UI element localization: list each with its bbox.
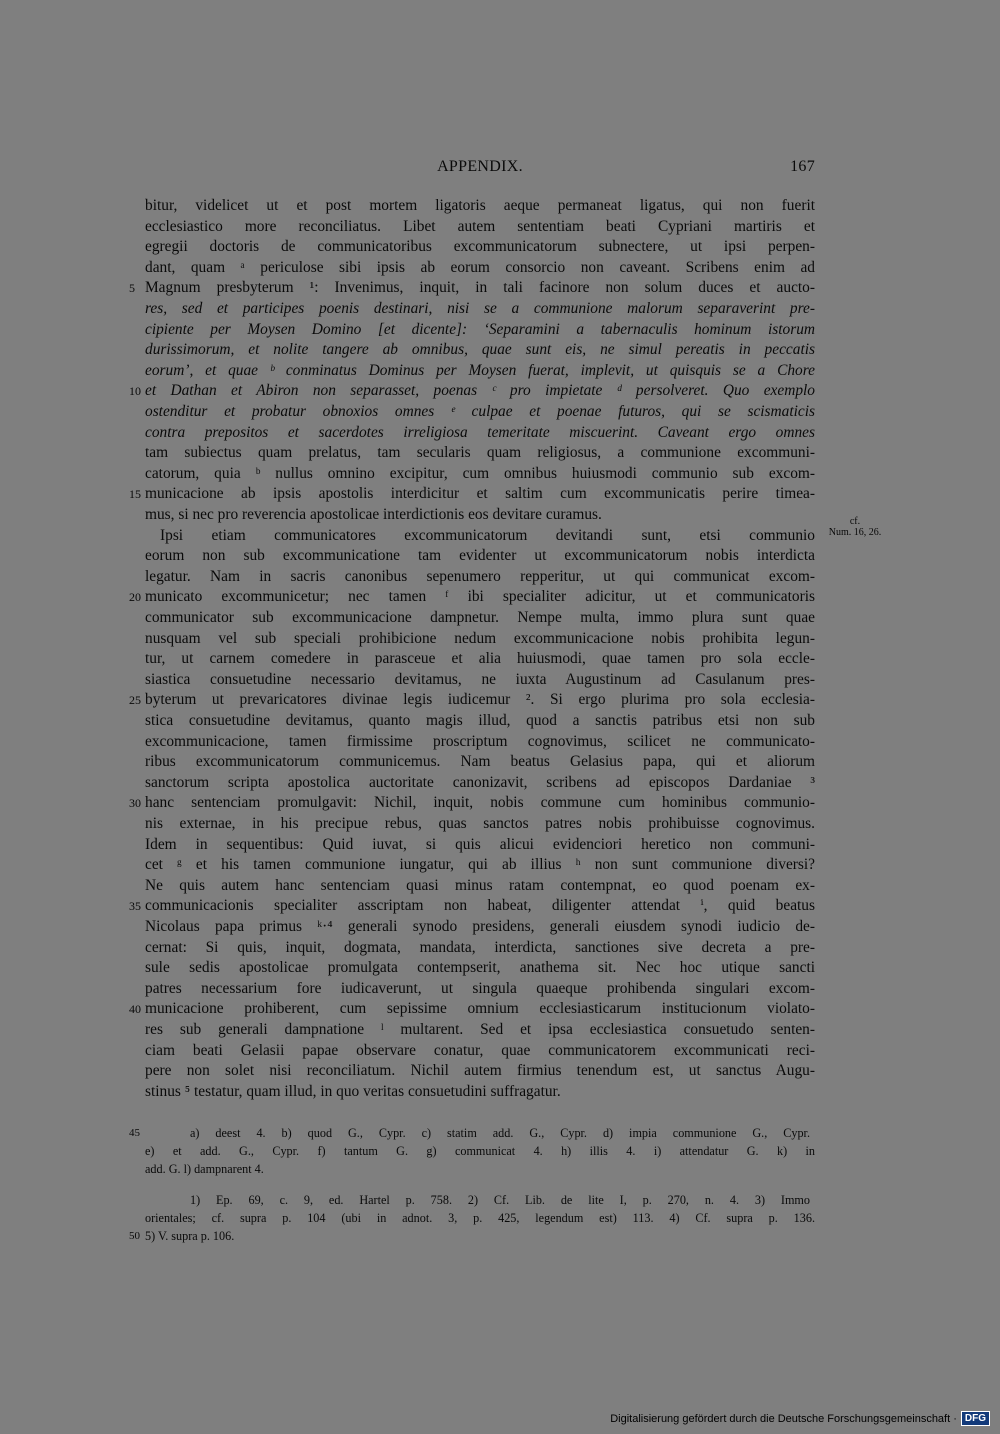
line-number: 5 <box>129 281 135 296</box>
text-line: municacione prohiberent, cum sepissime omnium ecclesiasticarum institucionum violato- <box>145 1000 815 1018</box>
text-line: tur, ut carnem comedere in parasceue et alia huiusmodi, quae tamen pro sola eccle- <box>145 650 815 668</box>
line-number: 20 <box>129 590 141 605</box>
text-line: nis externae, in his precipue rebus, quas sanctos patres nobis prohibuisse cognovimus. <box>145 815 815 832</box>
running-header <box>145 158 815 182</box>
text-line: legatur. Nam in sacris canonibus sepenumero repperitur, ut qui communicat excom- <box>145 567 815 585</box>
text-line: Idem in sequentibus: Quid iuvat, si quis alicui evidenciori heretico non communi- <box>145 835 815 853</box>
text-line: ostenditur et probatur obnoxios omnes ᵉ culpae et poenae futuros, qui se scismaticis <box>145 403 815 420</box>
text-line: cernat: Si quis, inquit, dogmata, mandata, interdicta, sanctiones sive decreta a pre- <box>145 938 815 956</box>
footer-text: Digitalisierung gefördert durch die Deutsche Forschungsgemeinschaft · <box>610 1412 957 1425</box>
text-line: hanc sentenciam promulgavit: Nichil, inquit, nobis commune cum hominibus communio- <box>145 794 815 812</box>
line-number: 15 <box>129 487 141 502</box>
page-number: 167 <box>790 158 815 175</box>
margin-note <box>820 516 890 538</box>
text-line: egregii doctoris de communicatoribus excommunicatorum subnectere, ut ipsi perpen- <box>145 238 815 256</box>
text-line: municacione ab ipsis apostolis interdicitur et saltim cum excommunicatis perire timea- <box>145 485 815 503</box>
text-line: bitur, videlicet ut et post mortem ligatoris aeque permaneat ligatus, qui non fuerit <box>145 197 815 214</box>
text-line: cet ᵍ et his tamen communione iungatur, qui ab illius ʰ non sunt communione diversi? <box>145 856 815 874</box>
text-line: res, sed et participes poenis destinari, nisi se a communione malorum separaverint pre- <box>145 300 815 317</box>
text-line: Ne quis autem hanc sentenciam quasi minus ratam contempnat, eo quod poenam ex- <box>145 876 815 894</box>
text-line: mus, si nec pro reverencia apostolicae interdictionis eos devitare curamus. <box>145 506 602 523</box>
text-line: sanctorum scripta apostolica auctoritate canonizavit, scribens ad episcopos Dardaniae ³ <box>145 773 815 791</box>
text-line: Ipsi etiam communicatores excommunicatorum devitandi sunt, etsi communio <box>160 526 815 544</box>
running-title: APPENDIX. <box>437 158 523 175</box>
text-line: ecclesiastico more reconciliatus. Libet autem sententiam beati Cypriani martiris et <box>145 217 815 235</box>
text-line: byterum ut prevaricatores divinae legis iudicemur ². Si ergo plurima pro sola ecclesia- <box>145 691 815 709</box>
text-line: cipiente per Moysen Domino [et dicente]: ‘Separamini a tabernaculis hominum istorum <box>145 320 815 338</box>
line-number: 25 <box>129 693 141 708</box>
line-number: 35 <box>129 899 141 914</box>
text-line: stica consuetudine devitamus, quanto magis illud, quod a sanctis patribus etsi non sub <box>145 712 815 729</box>
variant-note-line: add. G. l) dampnarent 4. <box>145 1162 264 1176</box>
text-line: dant, quam ᵃ periculose sibi ipsis ab eorum consorcio non caveant. Scribens enim ad <box>145 258 815 276</box>
text-line: res sub generali dampnatione ˡ multarent. Sed et ipsa ecclesiastica consuetudo senten- <box>145 1021 815 1038</box>
text-line: pere non solet nisi reconciliatum. Nichil autem firmius tenendum est, ut sanctus Augu- <box>145 1062 815 1080</box>
text-line: municato excommunicetur; nec tamen ᶠ ibi specialiter adicitur, ut et communicatoris <box>145 588 815 606</box>
source-note-line: 1) Ep. 69, c. 9, ed. Hartel p. 758. 2) Cf. Lib. de lite I, p. 270, n. 4. 3) Immo <box>190 1193 810 1207</box>
margin-note-ref: Num. 16, 26. <box>828 527 882 538</box>
line-number: 40 <box>129 1002 141 1017</box>
text-line: sule sedis apostolicae promulgata contempserit, anathema sit. Nec hoc utique sancti <box>145 959 815 977</box>
variant-note-line: e) et add. G., Cypr. f) tantum G. g) communicat 4. h) illis 4. i) attendatur G. k) in <box>145 1144 815 1158</box>
source-note-line: 5) V. supra p. 106. <box>145 1229 235 1243</box>
text-line: excommunicacione, tamen firmissime proscriptum cognovimus, scilicet ne communicato- <box>145 732 815 750</box>
text-line: eorum non sub excommunicatione tam evidenter ut excommunicatorum nobis interdicta <box>145 547 815 565</box>
text-line: communicacionis specialiter asscriptam non habeat, diligenter attendat ⁱ, quid beatus <box>145 897 815 915</box>
text-line: tam subiectus quam prelatus, tam secularis quam religiosus, a communione excommuni- <box>145 444 815 462</box>
text-line: contra prepositos et sacerdotes irreligiosa temeritate miscuerint. Caveant ergo omnes <box>145 423 815 441</box>
text-line: communicator sub excommunicacione dampnetur. Nempe multa, immo plura sunt quae <box>145 609 815 626</box>
line-number: 30 <box>129 796 141 811</box>
line-number: 10 <box>129 384 141 399</box>
line-number: 50 <box>129 1230 140 1242</box>
text-line: catorum, quia ᵇ nullus omnino excipitur, cum omnibus huiusmodi communio sub excom- <box>145 464 815 482</box>
text-line: ciam beati Gelasii papae observare conatur, quae communicatorem excommunicati reci- <box>145 1041 815 1059</box>
text-line: stinus ⁵ testatur, quam illud, in quo veritas consuetudini suffragatur. <box>145 1082 561 1100</box>
text-line: Magnum presbyterum ¹: Invenimus, inquit, in tali facinore non solum duces et aucto- <box>145 279 815 297</box>
text-line: nusquam vel sub speciali prohibicione nedum excommunicacione nobis prohibita legun- <box>145 629 815 647</box>
text-line: et Dathan et Abiron non separasset, poenas ᶜ pro impietate ᵈ persolveret. Quo exemplo <box>145 382 815 400</box>
line-number: 45 <box>129 1127 140 1139</box>
text-line: eorum’, et quae ᵇ conminatus Dominus per Moysen fuerat, implevit, ut quisquis se a Chore <box>145 361 815 379</box>
margin-note-cf: cf. <box>849 516 861 527</box>
variant-note-line: a) deest 4. b) quod G., Cypr. c) statim add. G., Cypr. d) impia communione G., Cypr. <box>190 1126 810 1140</box>
text-line: patres necessarium fore iudicaverunt, ut singula quaeque prohibenda singulari excom- <box>145 979 815 997</box>
text-line: durissimorum, et nolite tangere ab omnibus, quae sunt eis, ne simul pereatis in peccatis <box>145 341 815 359</box>
text-line: ribus excommunicatorum communicemus. Nam beatus Gelasius papa, qui et aliorum <box>145 753 815 771</box>
dfg-logo-icon: DFG <box>961 1411 990 1426</box>
digitization-footer <box>610 1411 990 1426</box>
text-line: Nicolaus papa primus ᵏ·⁴ generali synodo presidens, generali eiusdem synodi iudicio de- <box>145 918 815 935</box>
text-line: siastica consuetudine necessario devitamus, ne iuxta Augustinum ad Casulanum pres- <box>145 670 815 688</box>
source-note-line: orientales; cf. supra p. 104 (ubi in adnot. 3, p. 425, legendum est) 113. 4) Cf. supra p. 136. <box>145 1211 815 1225</box>
